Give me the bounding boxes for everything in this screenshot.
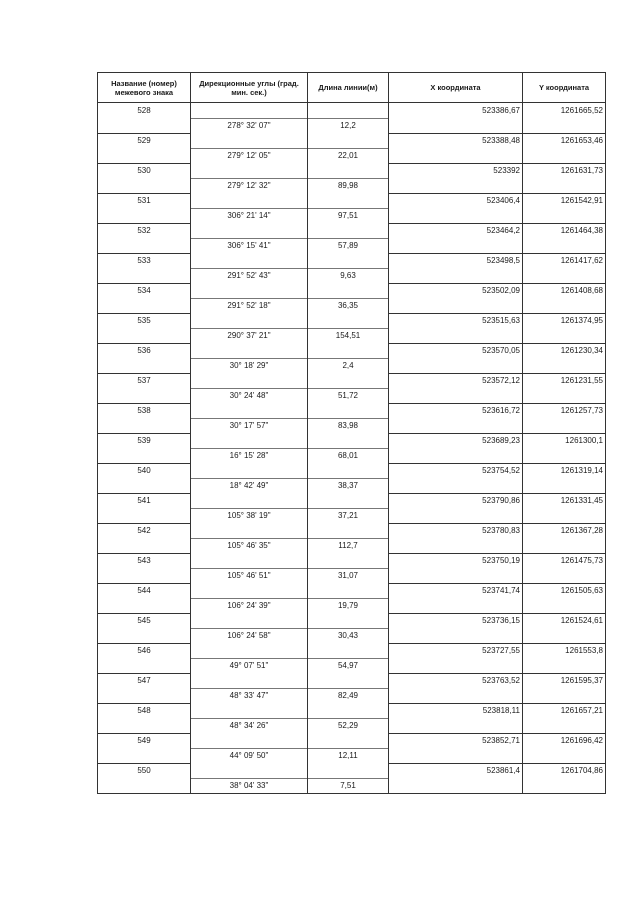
angle-cell: [191, 703, 308, 718]
marker-name-cell: [98, 478, 191, 493]
y-coordinate-cell: 1261319,14: [523, 463, 606, 478]
length-cell: 82,49: [308, 688, 389, 703]
header-direction-angle: Дирекционные углы (град. мин. сек.): [191, 73, 308, 103]
x-coordinate-cell: 523570,05: [389, 343, 523, 358]
x-coordinate-cell: 523818,11: [389, 703, 523, 718]
marker-row: [98, 223, 606, 238]
marker-name-cell: [98, 538, 191, 553]
marker-name-cell: 540: [98, 463, 191, 478]
angle-cell: 30° 18' 29": [191, 358, 308, 373]
segment-row: [98, 658, 606, 673]
marker-row: [98, 343, 606, 358]
y-coordinate-cell: [523, 388, 606, 403]
x-coordinate-cell: 523763,52: [389, 673, 523, 688]
length-cell: 12,11: [308, 748, 389, 763]
length-cell: [308, 673, 389, 688]
x-coordinate-cell: [389, 148, 523, 163]
length-cell: 36,35: [308, 298, 389, 313]
y-coordinate-cell: 1261595,37: [523, 673, 606, 688]
marker-name-cell: [98, 388, 191, 403]
angle-cell: [191, 493, 308, 508]
y-coordinate-cell: 1261374,95: [523, 313, 606, 328]
marker-name-cell: [98, 658, 191, 673]
marker-row: [98, 373, 606, 388]
marker-name-cell: [98, 718, 191, 733]
y-coordinate-cell: 1261475,73: [523, 553, 606, 568]
marker-name-cell: 528: [98, 103, 191, 119]
y-coordinate-cell: 1261524,61: [523, 613, 606, 628]
angle-cell: 48° 33' 47": [191, 688, 308, 703]
length-cell: [308, 643, 389, 658]
y-coordinate-cell: 1261704,86: [523, 763, 606, 778]
length-cell: [308, 583, 389, 598]
length-cell: [308, 103, 389, 119]
length-cell: [308, 343, 389, 358]
y-coordinate-cell: [523, 268, 606, 283]
length-cell: 31,07: [308, 568, 389, 583]
length-cell: [308, 613, 389, 628]
marker-name-cell: [98, 268, 191, 283]
segment-row: [98, 118, 606, 133]
y-coordinate-cell: 1261505,63: [523, 583, 606, 598]
y-coordinate-cell: 1261367,28: [523, 523, 606, 538]
length-cell: 30,43: [308, 628, 389, 643]
angle-cell: 306° 15' 41": [191, 238, 308, 253]
length-cell: 97,51: [308, 208, 389, 223]
angle-cell: [191, 103, 308, 119]
angle-cell: 30° 17' 57": [191, 418, 308, 433]
x-coordinate-cell: [389, 778, 523, 794]
angle-cell: 291° 52' 18": [191, 298, 308, 313]
segment-row: [98, 238, 606, 253]
x-coordinate-cell: 523515,63: [389, 313, 523, 328]
segment-row: [98, 628, 606, 643]
x-coordinate-cell: [389, 658, 523, 673]
length-cell: 2,4: [308, 358, 389, 373]
marker-name-cell: [98, 628, 191, 643]
x-coordinate-cell: [389, 718, 523, 733]
x-coordinate-cell: 523736,15: [389, 613, 523, 628]
marker-name-cell: 529: [98, 133, 191, 148]
marker-row: [98, 703, 606, 718]
x-coordinate-cell: 523727,55: [389, 643, 523, 658]
length-cell: 154,51: [308, 328, 389, 343]
x-coordinate-cell: [389, 328, 523, 343]
angle-cell: [191, 253, 308, 268]
angle-cell: [191, 403, 308, 418]
segment-row: [98, 538, 606, 553]
x-coordinate-cell: 523464,2: [389, 223, 523, 238]
angle-cell: 49° 07' 51": [191, 658, 308, 673]
length-cell: [308, 253, 389, 268]
segment-row: [98, 148, 606, 163]
segment-row: [98, 358, 606, 373]
x-coordinate-cell: 523502,09: [389, 283, 523, 298]
marker-name-cell: [98, 148, 191, 163]
x-coordinate-cell: [389, 628, 523, 643]
x-coordinate-cell: 523616,72: [389, 403, 523, 418]
y-coordinate-cell: [523, 688, 606, 703]
length-cell: [308, 403, 389, 418]
marker-row: [98, 643, 606, 658]
marker-row: [98, 163, 606, 178]
y-coordinate-cell: 1261257,73: [523, 403, 606, 418]
y-coordinate-cell: 1261553,8: [523, 643, 606, 658]
angle-cell: 30° 24' 48": [191, 388, 308, 403]
x-coordinate-cell: [389, 178, 523, 193]
x-coordinate-cell: [389, 688, 523, 703]
length-cell: [308, 553, 389, 568]
marker-name-cell: 531: [98, 193, 191, 208]
y-coordinate-cell: 1261657,21: [523, 703, 606, 718]
y-coordinate-cell: 1261542,91: [523, 193, 606, 208]
angle-cell: [191, 613, 308, 628]
length-cell: [308, 163, 389, 178]
angle-cell: 44° 09' 50": [191, 748, 308, 763]
marker-name-cell: 539: [98, 433, 191, 448]
length-cell: 57,89: [308, 238, 389, 253]
angle-cell: [191, 373, 308, 388]
x-coordinate-cell: [389, 238, 523, 253]
angle-cell: 18° 42' 49": [191, 478, 308, 493]
length-cell: [308, 373, 389, 388]
length-cell: [308, 703, 389, 718]
marker-name-cell: 550: [98, 763, 191, 778]
angle-cell: 105° 46' 51": [191, 568, 308, 583]
y-coordinate-cell: [523, 778, 606, 794]
y-coordinate-cell: [523, 118, 606, 133]
length-cell: [308, 133, 389, 148]
length-cell: 68,01: [308, 448, 389, 463]
y-coordinate-cell: 1261417,62: [523, 253, 606, 268]
x-coordinate-cell: 523861,4: [389, 763, 523, 778]
segment-row: [98, 298, 606, 313]
y-coordinate-cell: 1261696,42: [523, 733, 606, 748]
y-coordinate-cell: 1261631,73: [523, 163, 606, 178]
length-cell: [308, 223, 389, 238]
marker-name-cell: 548: [98, 703, 191, 718]
marker-row: [98, 463, 606, 478]
x-coordinate-cell: [389, 748, 523, 763]
angle-cell: [191, 223, 308, 238]
x-coordinate-cell: [389, 358, 523, 373]
y-coordinate-cell: [523, 508, 606, 523]
y-coordinate-cell: 1261300,1: [523, 433, 606, 448]
x-coordinate-cell: [389, 508, 523, 523]
marker-name-cell: 541: [98, 493, 191, 508]
x-coordinate-cell: [389, 478, 523, 493]
marker-name-cell: [98, 358, 191, 373]
angle-cell: 48° 34' 26": [191, 718, 308, 733]
x-coordinate-cell: 523790,86: [389, 493, 523, 508]
segment-row: [98, 178, 606, 193]
angle-cell: 105° 38' 19": [191, 508, 308, 523]
coordinates-table: [97, 72, 606, 794]
y-coordinate-cell: [523, 478, 606, 493]
marker-name-cell: 536: [98, 343, 191, 358]
length-cell: 38,37: [308, 478, 389, 493]
y-coordinate-cell: [523, 448, 606, 463]
length-cell: [308, 733, 389, 748]
y-coordinate-cell: 1261653,46: [523, 133, 606, 148]
x-coordinate-cell: 523852,71: [389, 733, 523, 748]
x-coordinate-cell: 523388,48: [389, 133, 523, 148]
angle-cell: [191, 463, 308, 478]
marker-name-cell: 544: [98, 583, 191, 598]
x-coordinate-cell: 523689,23: [389, 433, 523, 448]
marker-name-cell: 533: [98, 253, 191, 268]
length-cell: [308, 523, 389, 538]
y-coordinate-cell: [523, 358, 606, 373]
length-cell: [308, 313, 389, 328]
x-coordinate-cell: 523572,12: [389, 373, 523, 388]
segment-row: [98, 268, 606, 283]
marker-name-cell: 545: [98, 613, 191, 628]
marker-name-cell: [98, 328, 191, 343]
marker-row: [98, 103, 606, 119]
x-coordinate-cell: [389, 418, 523, 433]
marker-row: [98, 283, 606, 298]
x-coordinate-cell: 523741,74: [389, 583, 523, 598]
y-coordinate-cell: 1261331,45: [523, 493, 606, 508]
length-cell: 19,79: [308, 598, 389, 613]
angle-cell: [191, 523, 308, 538]
y-coordinate-cell: [523, 328, 606, 343]
header-marker-name: Название (номер) межевого знака: [98, 73, 191, 103]
x-coordinate-cell: [389, 118, 523, 133]
length-cell: [308, 283, 389, 298]
marker-name-cell: 537: [98, 373, 191, 388]
marker-row: [98, 763, 606, 778]
marker-row: [98, 253, 606, 268]
marker-name-cell: 542: [98, 523, 191, 538]
marker-row: [98, 583, 606, 598]
y-coordinate-cell: 1261665,52: [523, 103, 606, 119]
length-cell: 22,01: [308, 148, 389, 163]
marker-row: [98, 553, 606, 568]
angle-cell: [191, 733, 308, 748]
angle-cell: [191, 553, 308, 568]
marker-name-cell: [98, 598, 191, 613]
header-x-coordinate: X координата: [389, 73, 523, 103]
marker-row: [98, 313, 606, 328]
y-coordinate-cell: [523, 658, 606, 673]
y-coordinate-cell: [523, 298, 606, 313]
x-coordinate-cell: [389, 448, 523, 463]
length-cell: 52,29: [308, 718, 389, 733]
marker-name-cell: 549: [98, 733, 191, 748]
x-coordinate-cell: 523754,52: [389, 463, 523, 478]
angle-cell: 290° 37' 21": [191, 328, 308, 343]
marker-row: [98, 433, 606, 448]
marker-name-cell: 532: [98, 223, 191, 238]
marker-row: [98, 613, 606, 628]
marker-row: [98, 733, 606, 748]
angle-cell: [191, 583, 308, 598]
length-cell: 7,51: [308, 778, 389, 794]
marker-name-cell: [98, 748, 191, 763]
table-header: [98, 73, 606, 103]
segment-row: [98, 568, 606, 583]
segment-row: [98, 478, 606, 493]
length-cell: 89,98: [308, 178, 389, 193]
segment-row: [98, 418, 606, 433]
length-cell: 9,63: [308, 268, 389, 283]
marker-name-cell: 535: [98, 313, 191, 328]
length-cell: [308, 463, 389, 478]
length-cell: [308, 763, 389, 778]
angle-cell: [191, 763, 308, 778]
angle-cell: [191, 133, 308, 148]
angle-cell: 16° 15' 28": [191, 448, 308, 463]
marker-row: [98, 193, 606, 208]
x-coordinate-cell: 523386,67: [389, 103, 523, 119]
segment-row: [98, 778, 606, 794]
header-line-length: Длина линии(м): [308, 73, 389, 103]
angle-cell: [191, 343, 308, 358]
x-coordinate-cell: 523780,83: [389, 523, 523, 538]
marker-row: [98, 673, 606, 688]
y-coordinate-cell: [523, 238, 606, 253]
angle-cell: [191, 163, 308, 178]
segment-row: [98, 598, 606, 613]
angle-cell: 106° 24' 58": [191, 628, 308, 643]
length-cell: 83,98: [308, 418, 389, 433]
y-coordinate-cell: [523, 538, 606, 553]
x-coordinate-cell: [389, 268, 523, 283]
y-coordinate-cell: 1261464,38: [523, 223, 606, 238]
marker-name-cell: [98, 418, 191, 433]
y-coordinate-cell: 1261408,68: [523, 283, 606, 298]
marker-name-cell: 546: [98, 643, 191, 658]
angle-cell: 105° 46' 35": [191, 538, 308, 553]
x-coordinate-cell: 523750,19: [389, 553, 523, 568]
length-cell: 12,2: [308, 118, 389, 133]
header-row: [98, 73, 606, 103]
table-body: [98, 103, 606, 794]
angle-cell: [191, 433, 308, 448]
y-coordinate-cell: [523, 148, 606, 163]
angle-cell: [191, 193, 308, 208]
marker-name-cell: [98, 568, 191, 583]
angle-cell: 106° 24' 39": [191, 598, 308, 613]
angle-cell: 291° 52' 43": [191, 268, 308, 283]
segment-row: [98, 208, 606, 223]
segment-row: [98, 388, 606, 403]
y-coordinate-cell: [523, 568, 606, 583]
angle-cell: [191, 643, 308, 658]
x-coordinate-cell: [389, 568, 523, 583]
marker-name-cell: 534: [98, 283, 191, 298]
angle-cell: 278° 32' 07": [191, 118, 308, 133]
marker-name-cell: [98, 298, 191, 313]
marker-name-cell: [98, 178, 191, 193]
length-cell: [308, 193, 389, 208]
segment-row: [98, 688, 606, 703]
y-coordinate-cell: [523, 208, 606, 223]
length-cell: 51,72: [308, 388, 389, 403]
angle-cell: [191, 313, 308, 328]
marker-name-cell: [98, 778, 191, 794]
angle-cell: [191, 283, 308, 298]
y-coordinate-cell: [523, 598, 606, 613]
angle-cell: 279° 12' 05": [191, 148, 308, 163]
segment-row: [98, 718, 606, 733]
marker-name-cell: [98, 208, 191, 223]
segment-row: [98, 748, 606, 763]
y-coordinate-cell: [523, 628, 606, 643]
angle-cell: 38° 04' 33": [191, 778, 308, 794]
marker-name-cell: 547: [98, 673, 191, 688]
x-coordinate-cell: [389, 298, 523, 313]
x-coordinate-cell: 523498,5: [389, 253, 523, 268]
y-coordinate-cell: [523, 418, 606, 433]
segment-row: [98, 328, 606, 343]
length-cell: 37,21: [308, 508, 389, 523]
x-coordinate-cell: [389, 208, 523, 223]
y-coordinate-cell: [523, 178, 606, 193]
marker-row: [98, 403, 606, 418]
x-coordinate-cell: 523392: [389, 163, 523, 178]
x-coordinate-cell: 523406,4: [389, 193, 523, 208]
length-cell: [308, 493, 389, 508]
segment-row: [98, 448, 606, 463]
marker-name-cell: [98, 448, 191, 463]
y-coordinate-cell: 1261230,34: [523, 343, 606, 358]
angle-cell: 279° 12' 32": [191, 178, 308, 193]
marker-name-cell: 530: [98, 163, 191, 178]
x-coordinate-cell: [389, 538, 523, 553]
header-y-coordinate: Y координата: [523, 73, 606, 103]
marker-name-cell: 538: [98, 403, 191, 418]
marker-name-cell: [98, 508, 191, 523]
length-cell: 112,7: [308, 538, 389, 553]
marker-row: [98, 133, 606, 148]
marker-row: [98, 523, 606, 538]
x-coordinate-cell: [389, 388, 523, 403]
x-coordinate-cell: [389, 598, 523, 613]
segment-row: [98, 508, 606, 523]
marker-row: [98, 493, 606, 508]
angle-cell: 306° 21' 14": [191, 208, 308, 223]
y-coordinate-cell: [523, 718, 606, 733]
marker-name-cell: [98, 238, 191, 253]
angle-cell: [191, 673, 308, 688]
marker-name-cell: [98, 118, 191, 133]
y-coordinate-cell: 1261231,55: [523, 373, 606, 388]
marker-name-cell: [98, 688, 191, 703]
marker-name-cell: 543: [98, 553, 191, 568]
length-cell: 54,97: [308, 658, 389, 673]
length-cell: [308, 433, 389, 448]
y-coordinate-cell: [523, 748, 606, 763]
